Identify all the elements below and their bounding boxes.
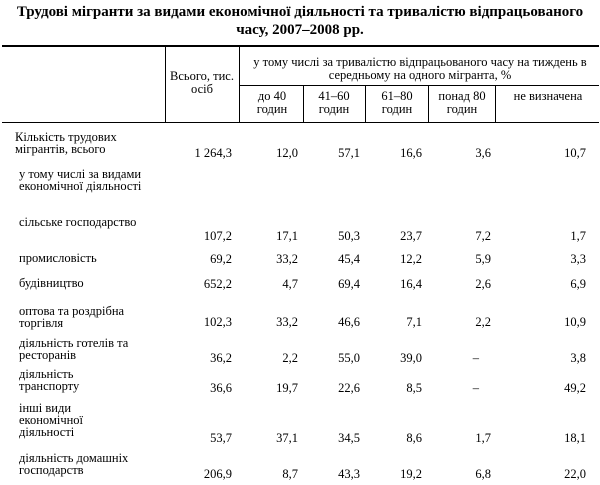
cell-construction-col-1: 4,7	[282, 277, 298, 291]
cell-agriculture-col-1: 17,1	[276, 229, 298, 243]
cell-households-col-2: 43,3	[338, 467, 360, 481]
cell-hotels-col-3: 39,0	[400, 351, 422, 365]
subheader-rule	[239, 85, 599, 86]
cell-industry-sum: 69,2	[210, 252, 232, 266]
cell-transport-col-4: –	[472, 381, 479, 395]
cell-total-col-5: 10,7	[564, 146, 586, 160]
cell-construction-col-3: 16,4	[400, 277, 422, 291]
cell-total-col-3: 16,6	[400, 146, 422, 160]
cell-construction-col-4: 2,6	[475, 277, 491, 291]
cell-agriculture-col-5: 1,7	[570, 229, 586, 243]
header-col-2: 41–60 годин	[318, 89, 350, 116]
cell-households-col-5: 22,0	[564, 467, 586, 481]
cell-households-col-1: 8,7	[282, 467, 298, 481]
cell-agriculture-col-3: 23,7	[400, 229, 422, 243]
row-label-other: інші види економічної діяльності	[19, 401, 84, 439]
cell-other-col-4: 1,7	[475, 431, 491, 445]
cell-construction-col-5: 6,9	[570, 277, 586, 291]
row-label-industry: промисловість	[19, 251, 97, 265]
header-col-3: 61–80 годин	[381, 89, 413, 116]
vrule-5	[428, 86, 429, 123]
cell-trade-col-3: 7,1	[406, 315, 422, 329]
cell-transport-col-5: 49,2	[564, 381, 586, 395]
vrule-6	[495, 86, 496, 123]
header-col-4: понад 80 годин	[438, 89, 486, 116]
cell-hotels-col-4: –	[472, 351, 479, 365]
cell-other-col-1: 37,1	[276, 431, 298, 445]
row-label-total: Кількість трудових мігрантів, всього	[15, 130, 117, 156]
vrule-1	[165, 46, 166, 123]
row-label-subheading: у тому числі за видами економічної діяльності	[19, 167, 142, 193]
cell-industry-col-1: 33,2	[276, 252, 298, 266]
cell-agriculture-col-4: 7,2	[475, 229, 491, 243]
cell-construction-sum: 652,2	[203, 277, 232, 291]
cell-transport-sum: 36,6	[210, 381, 232, 395]
cell-total-col-1: 12,0	[276, 146, 298, 160]
header-col-5: не визначена	[513, 89, 583, 103]
cell-hotels-col-1: 2,2	[282, 351, 298, 365]
cell-industry-col-2: 45,4	[338, 252, 360, 266]
cell-industry-col-5: 3,3	[570, 252, 586, 266]
cell-other-sum: 53,7	[210, 431, 232, 445]
cell-transport-col-3: 8,5	[406, 381, 422, 395]
cell-other-col-2: 34,5	[338, 431, 360, 445]
row-label-trade: оптова та роздрібна торгівля	[19, 304, 125, 330]
cell-industry-col-3: 12,2	[400, 252, 422, 266]
cell-hotels-col-5: 3,8	[570, 351, 586, 365]
row-label-households: діяльність домашніх господарств	[19, 451, 129, 477]
top-rule	[2, 45, 599, 47]
cell-total-col-2: 57,1	[338, 146, 360, 160]
header-col-1: до 40 годин	[256, 89, 288, 116]
vrule-4	[365, 86, 366, 123]
table-title: Трудові мігранти за видами економічної діяльності та тривалістю відпрацьованого часу, 2007–2008 рр.	[16, 4, 584, 38]
header-bottom-rule	[2, 122, 599, 123]
cell-hotels-sum: 36,2	[210, 351, 232, 365]
cell-trade-col-5: 10,9	[564, 315, 586, 329]
cell-households-col-4: 6,8	[475, 467, 491, 481]
cell-trade-sum: 102,3	[203, 315, 232, 329]
cell-other-col-5: 18,1	[564, 431, 586, 445]
cell-total-col-4: 3,6	[475, 146, 491, 160]
cell-households-col-3: 19,2	[400, 467, 422, 481]
row-label-agriculture: сільське господарство	[19, 215, 137, 229]
cell-agriculture-sum: 107,2	[203, 229, 232, 243]
cell-trade-col-2: 46,6	[338, 315, 360, 329]
cell-industry-col-4: 5,9	[475, 252, 491, 266]
cell-agriculture-col-2: 50,3	[338, 229, 360, 243]
cell-households-sum: 206,9	[203, 467, 232, 481]
header-total: Всього, тис. осіб	[170, 69, 234, 96]
cell-transport-col-2: 22,6	[338, 381, 360, 395]
cell-trade-col-1: 33,2	[276, 315, 298, 329]
vrule-2	[239, 46, 240, 123]
cell-construction-col-2: 69,4	[338, 277, 360, 291]
cell-total-sum: 1 264,3	[194, 146, 232, 160]
cell-hotels-col-2: 55,0	[338, 351, 360, 365]
cell-transport-col-1: 19,7	[276, 381, 298, 395]
header-group: у тому числі за тривалістю відпрацьованого часу на тиждень в середньому на одного мігранта, %	[253, 55, 587, 82]
row-label-construction: будівництво	[19, 276, 84, 290]
cell-other-col-3: 8,6	[406, 431, 422, 445]
cell-trade-col-4: 2,2	[475, 315, 491, 329]
row-label-transport: діяльність транспорту	[19, 367, 80, 393]
row-label-hotels: діяльність готелів та ресторанів	[19, 336, 129, 362]
vrule-3	[303, 86, 304, 123]
